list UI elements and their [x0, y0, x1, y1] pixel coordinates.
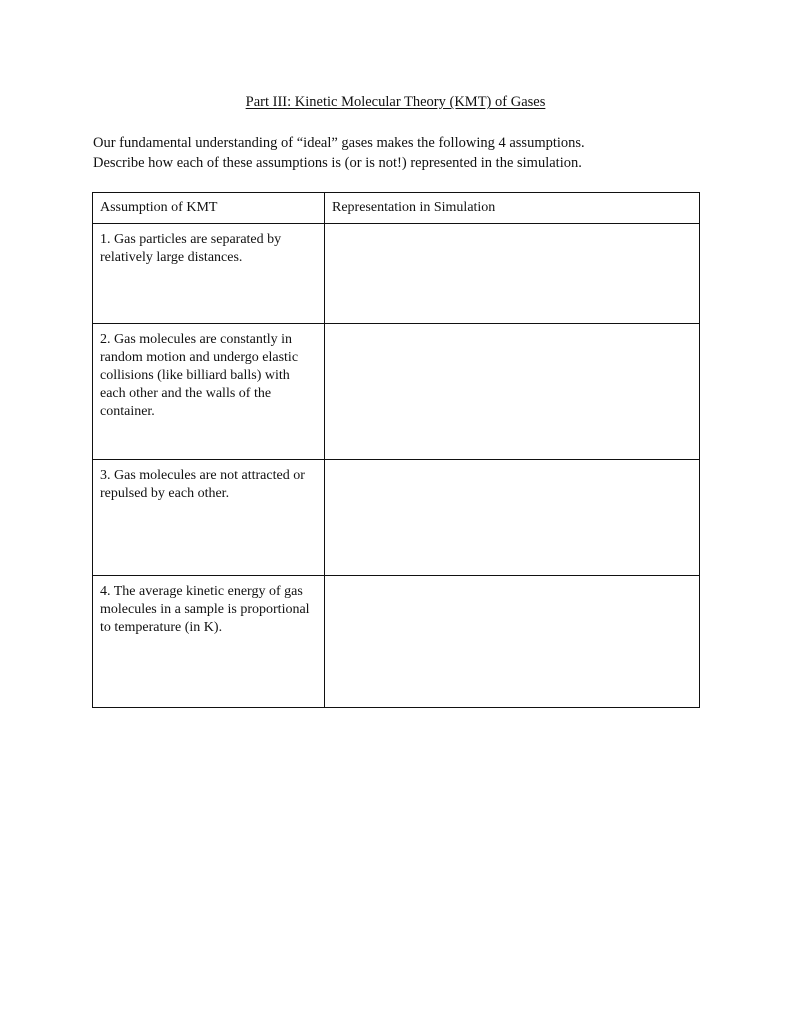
representation-cell-4[interactable]	[325, 576, 700, 708]
table-header-row	[93, 193, 700, 224]
assumption-cell-3	[93, 460, 325, 576]
kmt-assumptions-table	[92, 192, 700, 708]
table-row	[93, 224, 700, 324]
table-row	[93, 324, 700, 460]
table-row	[93, 576, 700, 708]
intro-line-1: Our fundamental understanding of “ideal” gases makes the following 4 assumptions.	[93, 135, 585, 151]
header-representation: Representation in Simulation	[325, 193, 700, 224]
assumption-cell-2	[93, 324, 325, 460]
representation-cell-2[interactable]	[325, 324, 700, 460]
assumption-text-4: 4. The average kinetic energy of gas molecules in a sample is proportional to temperature (in K).	[100, 584, 310, 635]
intro-text	[93, 133, 713, 173]
table-row	[93, 460, 700, 576]
assumption-text-1: 1. Gas particles are separated by relatively large distances.	[100, 232, 282, 265]
header-assumption: Assumption of KMT	[93, 193, 325, 224]
representation-cell-1[interactable]	[325, 224, 700, 324]
assumption-text-2: 2. Gas molecules are constantly in random motion and undergo elastic collisions (like billiard balls) with each other and the walls of the container.	[100, 332, 299, 419]
intro-line-2: Describe how each of these assumptions is (or is not!) represented in the simulation.	[93, 155, 582, 171]
section-title: Part III: Kinetic Molecular Theory (KMT) of Gases	[245, 94, 546, 110]
assumption-text-3: 3. Gas molecules are not attracted or repulsed by each other.	[100, 468, 305, 501]
assumption-cell-1	[93, 224, 325, 324]
assumption-cell-4	[93, 576, 325, 708]
representation-cell-3[interactable]	[325, 460, 700, 576]
